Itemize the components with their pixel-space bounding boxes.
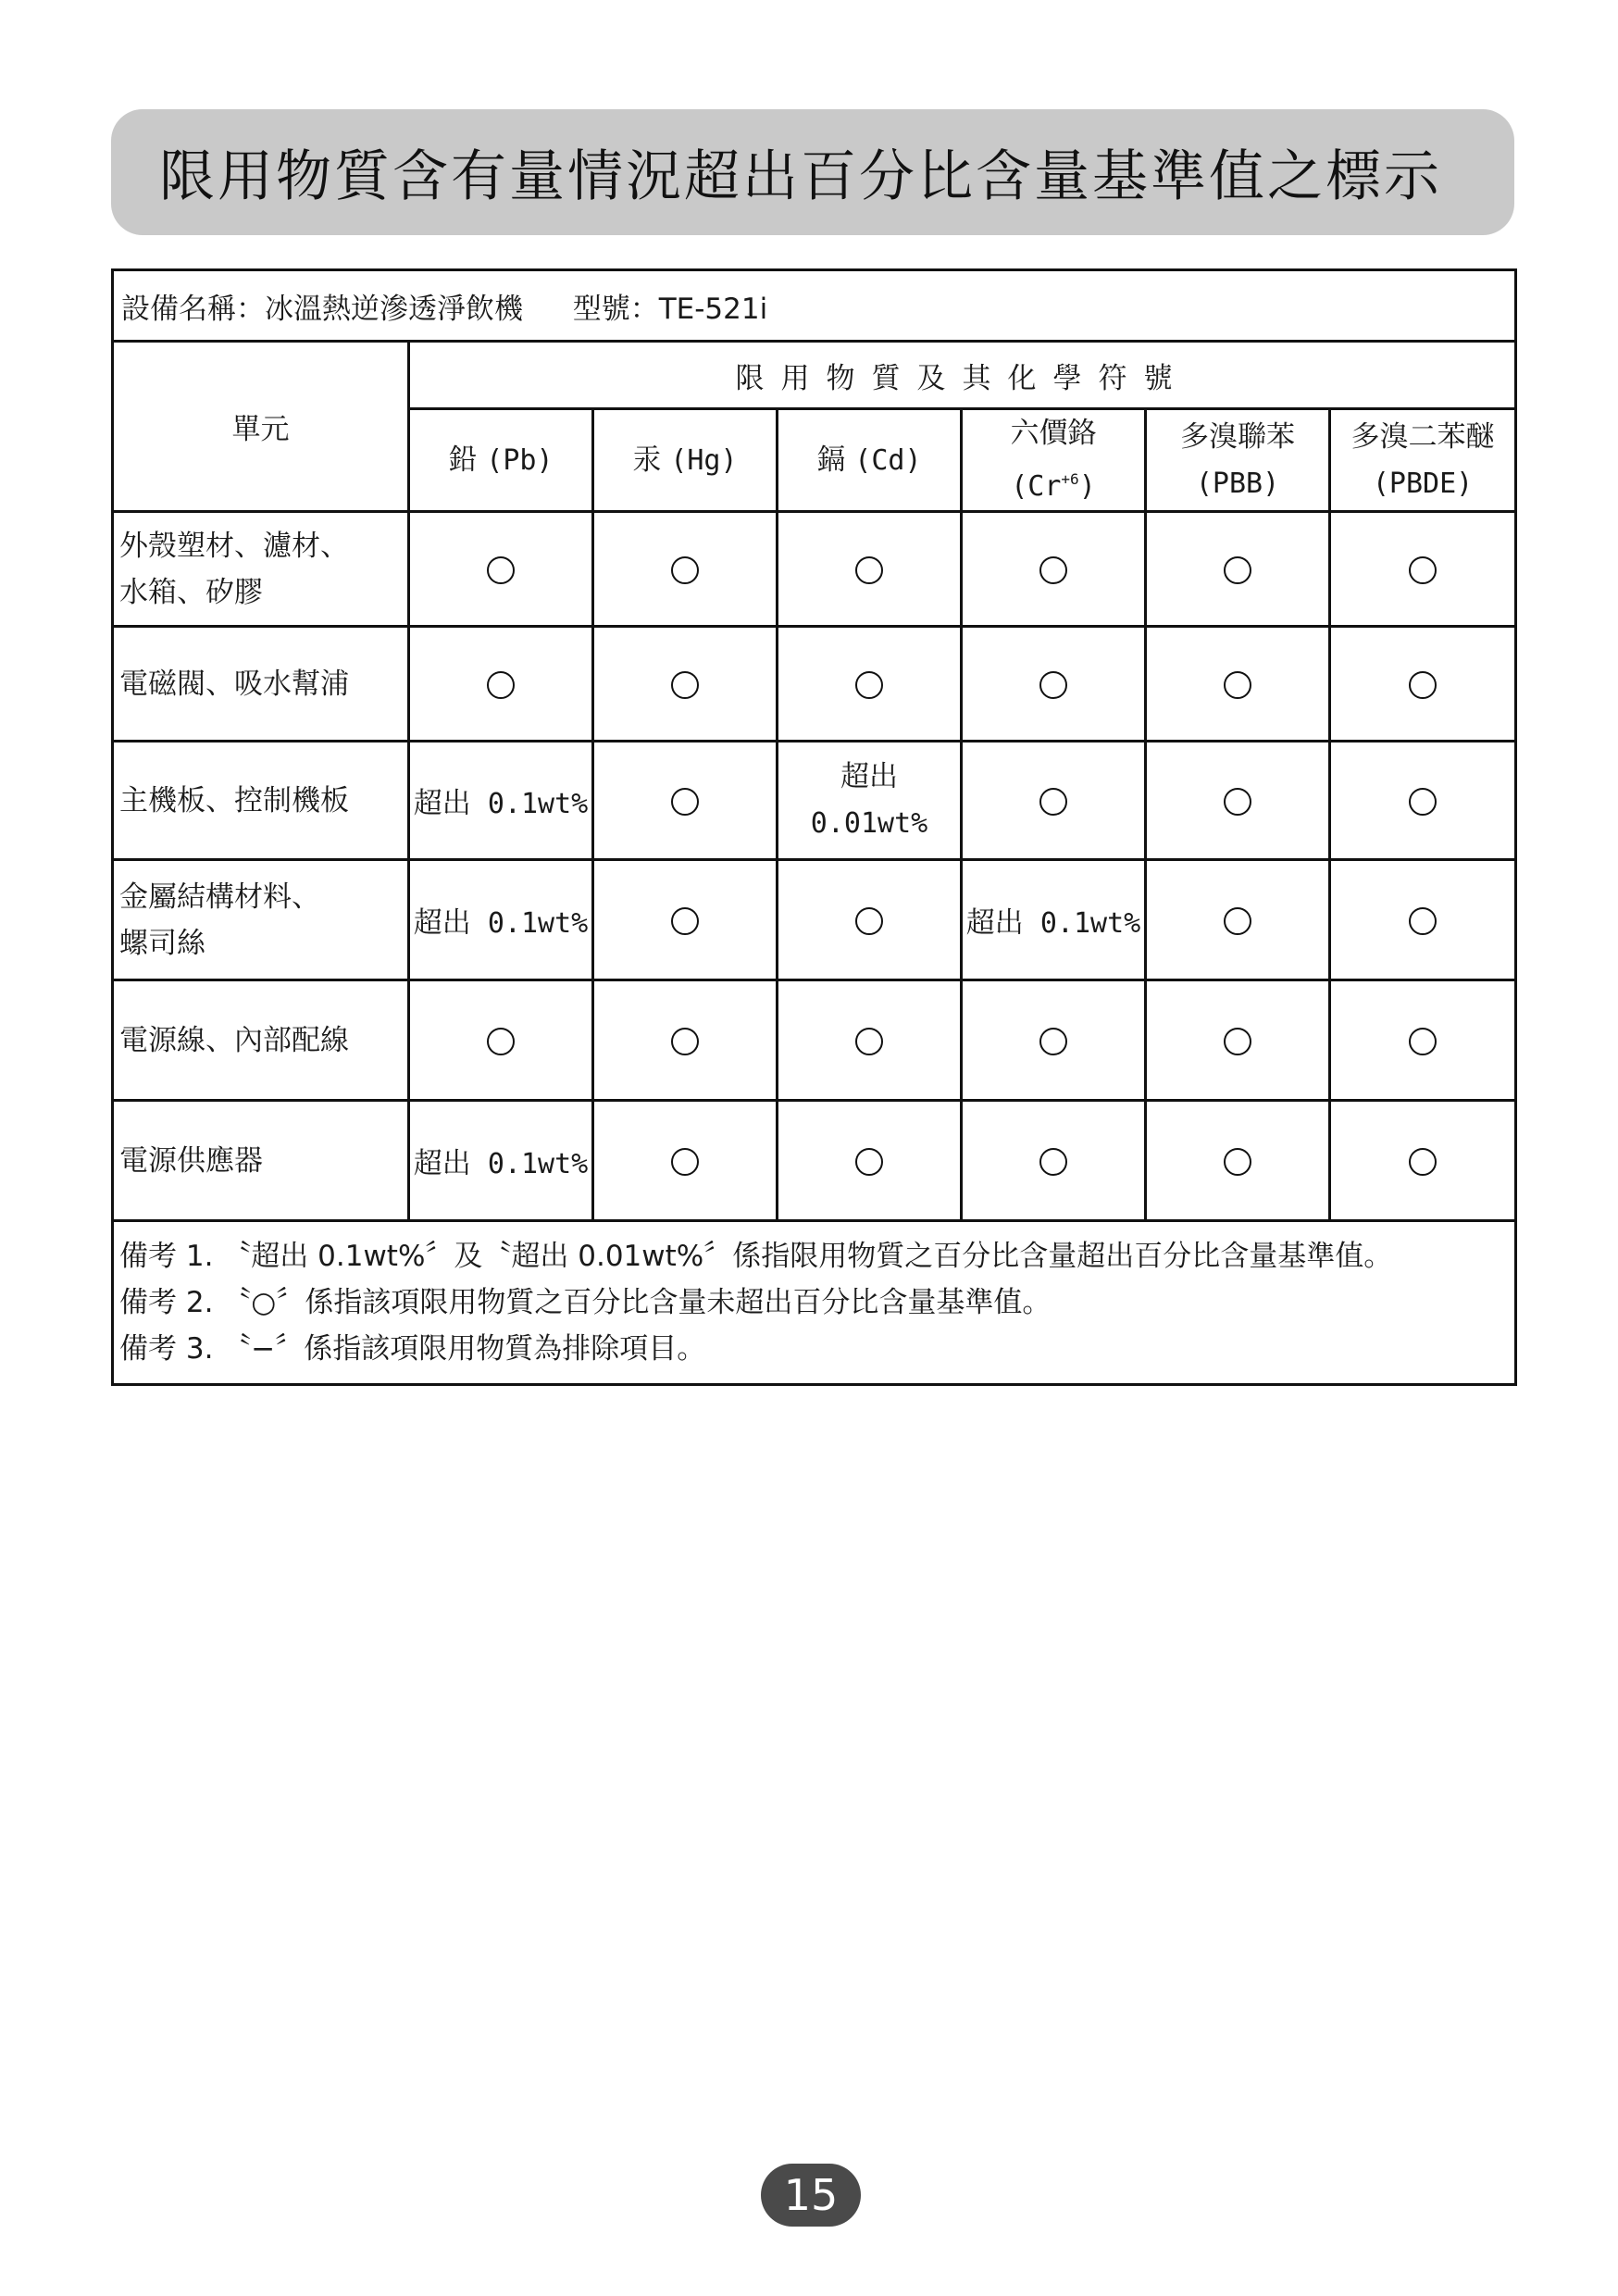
table-cell [778,742,962,860]
unit-cell [113,742,409,860]
table-row [113,512,1516,627]
restricted-substances-table [111,268,1517,1386]
table-cell [1146,742,1330,860]
table-cell [593,627,778,742]
table-cell [962,980,1146,1101]
table-row [113,860,1516,980]
table-cell [593,980,778,1101]
not-exceeding-circle-icon [487,671,515,699]
symbol-base: (Cr [1011,470,1062,503]
table-cell [1146,512,1330,627]
substance-name: 汞 [632,443,662,477]
not-exceeding-circle-icon [671,1028,699,1055]
table-cell [778,512,962,627]
substance-header-4 [1146,409,1330,512]
unit-label-line1: 金屬結構材料、 [119,880,320,914]
not-exceeding-circle-icon [1409,1028,1437,1055]
substance-header-3 [962,409,1146,512]
table-cell [778,860,962,980]
substance-header-1 [593,409,778,512]
table-row [113,742,1516,860]
not-exceeding-circle-icon [671,788,699,816]
not-exceeding-circle-icon [1409,556,1437,584]
not-exceeding-circle-icon [1039,671,1067,699]
table-cell [409,512,593,627]
unit-label-line2: 螺司絲 [119,926,205,960]
table-cell [1330,512,1516,627]
table-cell [1330,627,1516,742]
not-exceeding-circle-icon [1224,1028,1251,1055]
not-exceeding-circle-icon [671,907,699,935]
substance-header-5 [1330,409,1516,512]
notes-section [113,1221,1516,1385]
unit-label-line1: 電源線、內部配線 [119,1023,349,1057]
exceed-value: 超出 0.1wt% [413,906,589,940]
unit-cell [113,512,409,627]
table-cell [962,860,1146,980]
not-exceeding-circle-icon [1039,788,1067,816]
table-body [113,512,1516,1221]
table-cell [409,627,593,742]
table-cell [778,980,962,1101]
not-exceeding-circle-icon [1224,671,1251,699]
not-exceeding-circle-icon [1409,1148,1437,1176]
substance-name: 六價鉻 [1010,417,1097,450]
unit-label-line1: 電源供應器 [119,1143,263,1178]
equipment-info [113,270,1516,342]
not-exceeding-circle-icon [855,671,883,699]
substance-symbol: (PBDE) [1372,467,1474,500]
substance-name: 鎘 [816,443,846,477]
unit-header: 單元 [113,342,409,512]
table-cell [1146,1101,1330,1221]
not-exceeding-circle-icon [1039,556,1067,584]
not-exceeding-circle-icon [1409,671,1437,699]
table-cell [778,1101,962,1221]
table-cell [1146,980,1330,1101]
unit-cell [113,980,409,1101]
table-cell [1146,860,1330,980]
exceed-value: 0.01wt% [810,807,928,840]
table-cell [778,627,962,742]
not-exceeding-circle-icon [487,556,515,584]
substance-header-2 [778,409,962,512]
not-exceeding-circle-icon [1224,1148,1251,1176]
substance-symbol: (PBB) [1195,467,1280,500]
table-cell [593,1101,778,1221]
not-exceeding-circle-icon [1224,907,1251,935]
table-cell [1330,980,1516,1101]
unit-cell [113,860,409,980]
page-number: 15 [783,2170,839,2220]
not-exceeding-circle-icon [671,1148,699,1176]
exceed-value: 超出 0.1wt% [965,906,1141,940]
substance-symbol: (Pb) [486,443,554,477]
unit-label-line1: 外殼塑材、濾材、 [119,529,349,563]
note-line-2: 備考 2. 〝○〞係指該項限用物質之百分比含量未超出百分比含量基準值。 [119,1286,1052,1319]
table-cell [1330,742,1516,860]
substance-name: 鉛 [448,443,478,477]
table-cell [962,627,1146,742]
symbol-superscript: +6 [1061,470,1079,488]
unit-cell [113,627,409,742]
unit-label-line1: 電磁閥、吸水幫浦 [119,667,349,701]
not-exceeding-circle-icon [855,1148,883,1176]
equipment-model: 型號：TE-521i [572,292,768,326]
table-cell [409,1101,593,1221]
page-number-badge [761,2164,861,2227]
exceed-label: 超出 [840,760,898,793]
table-cell [409,742,593,860]
not-exceeding-circle-icon [855,907,883,935]
substances-group-header: 限用物質及其化學符號 [409,342,1516,409]
not-exceeding-circle-icon [671,671,699,699]
table-cell [409,980,593,1101]
table-cell [1330,860,1516,980]
table-cell [962,512,1146,627]
symbol-end: ) [1078,470,1096,503]
table-row [113,1101,1516,1221]
not-exceeding-circle-icon [1039,1148,1067,1176]
unit-label-line2: 水箱、矽膠 [119,575,263,609]
table-cell [962,1101,1146,1221]
not-exceeding-circle-icon [1224,788,1251,816]
note-line-3: 備考 3. 〝−〞係指該項限用物質為排除項目。 [119,1332,706,1366]
equipment-name: 設備名稱：冰溫熱逆滲透淨飲機 [121,292,523,326]
substance-symbol: (Cd) [854,443,922,477]
table-cell [1330,1101,1516,1221]
title-banner [111,109,1514,235]
table-cell [1146,627,1330,742]
note-line-1: 備考 1. 〝超出 0.1wt%〞及〝超出 0.01wt%〞係指限用物質之百分比含量超出百分比含量基準值。 [119,1240,1393,1273]
substance-name: 多溴聯苯 [1180,419,1295,454]
not-exceeding-circle-icon [1409,907,1437,935]
unit-label-line1: 主機板、控制機板 [119,783,349,817]
exceed-value: 超出 0.1wt% [413,1147,589,1180]
table-cell [593,860,778,980]
table-row [113,980,1516,1101]
not-exceeding-circle-icon [855,1028,883,1055]
page-title: 限用物質含有量情況超出百分比含量基準值之標示 [159,144,1442,209]
table-row [113,627,1516,742]
table-cell [593,742,778,860]
not-exceeding-circle-icon [1224,556,1251,584]
not-exceeding-circle-icon [855,556,883,584]
not-exceeding-circle-icon [671,556,699,584]
substance-symbol [1011,470,1096,503]
substance-symbol: (Hg) [670,443,738,477]
not-exceeding-circle-icon [1039,1028,1067,1055]
not-exceeding-circle-icon [487,1028,515,1055]
table-cell [409,860,593,980]
substance-header-0 [409,409,593,512]
unit-cell [113,1101,409,1221]
table-cell [962,742,1146,860]
table-cell [593,512,778,627]
not-exceeding-circle-icon [1409,788,1437,816]
exceed-value: 超出 0.1wt% [413,787,589,820]
substance-name: 多溴二苯醚 [1350,419,1495,454]
